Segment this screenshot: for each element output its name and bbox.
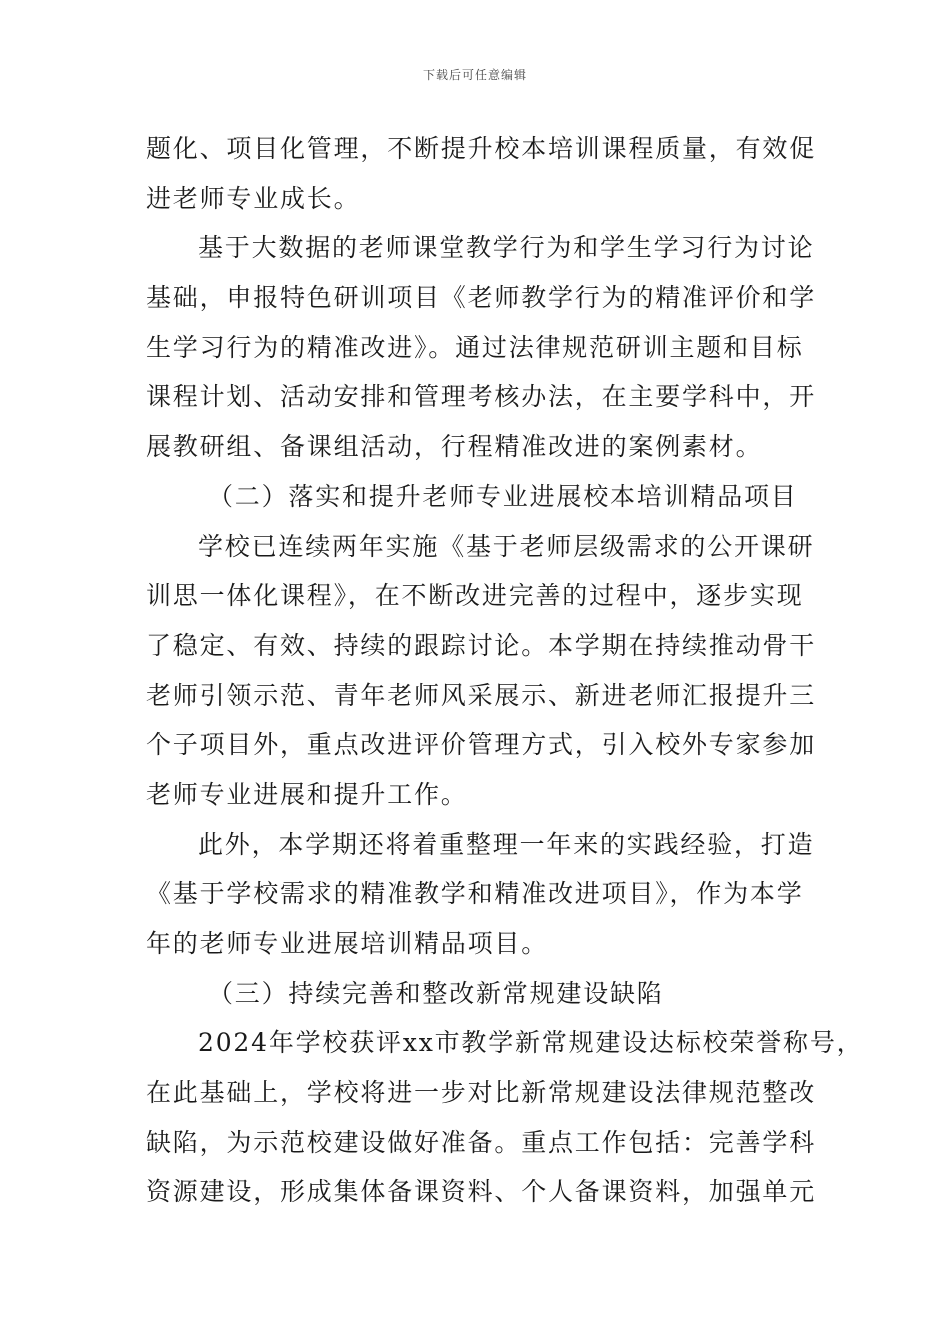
text-line: 进老师专业成长。 bbox=[146, 183, 361, 213]
paragraph-start-line: 学校已连续两年实施《基于老师层级需求的公开课研 bbox=[198, 531, 815, 561]
paragraph-start-line: 2024年学校获评xx市教学新常规建设达标校荣誉称号， bbox=[198, 1028, 864, 1058]
text-line: 年的老师专业进展培训精品项目。 bbox=[146, 929, 549, 958]
body-text bbox=[146, 124, 864, 1217]
text-line: 题化、项目化管理，不断提升校本培训课程质量，有效促 bbox=[146, 134, 817, 163]
paragraph-start-line: 基于大数据的老师课堂教学行为和学生学习行为讨论 bbox=[198, 233, 815, 263]
text-line: 缺陷，为示范校建设做好准备。重点工作包括：完善学科 bbox=[146, 1127, 817, 1157]
section-heading-3: （三）持续完善和整改新常规建设缺陷 bbox=[208, 978, 664, 1008]
text-line: 生学习行为的精准改进》。通过法律规范研训主题和目标 bbox=[146, 332, 804, 362]
text-line: 了稳定、有效、持续的跟踪讨论。本学期在持续推动骨干 bbox=[146, 630, 817, 660]
text-line: 展教研组、备课组活动，行程精准改进的案例素材。 bbox=[146, 432, 763, 462]
text-line: 课程计划、活动安排和管理考核办法，在主要学科中，开 bbox=[146, 382, 817, 412]
text-line: 老师专业进展和提升工作。 bbox=[146, 779, 468, 809]
text-line: 《基于学校需求的精准教学和精准改进项目》，作为本学 bbox=[146, 879, 804, 909]
text-line: 资源建设，形成集体备课资料、个人备课资料，加强单元 bbox=[146, 1177, 817, 1207]
paragraph-start-line: 此外，本学期还将着重整理一年来的实践经验，打造 bbox=[198, 829, 815, 859]
text-line: 基础，申报特色研训项目《老师教学行为的精准评价和学 bbox=[146, 283, 817, 313]
text-line: 个子项目外，重点改进评价管理方式，引入校外专家参加 bbox=[146, 730, 817, 760]
section-heading-2: （二）落实和提升老师专业进展校本培训精品项目 bbox=[208, 481, 798, 511]
header-note: 下载后可任意编辑 bbox=[422, 68, 527, 82]
text-line: 在此基础上，学校将进一步对比新常规建设法律规范整改 bbox=[146, 1078, 817, 1108]
text-line: 老师引领示范、青年老师风采展示、新进老师汇报提升三 bbox=[146, 680, 817, 710]
text-line: 训思一体化课程》，在不断改进完善的过程中，逐步实现 bbox=[146, 581, 804, 611]
